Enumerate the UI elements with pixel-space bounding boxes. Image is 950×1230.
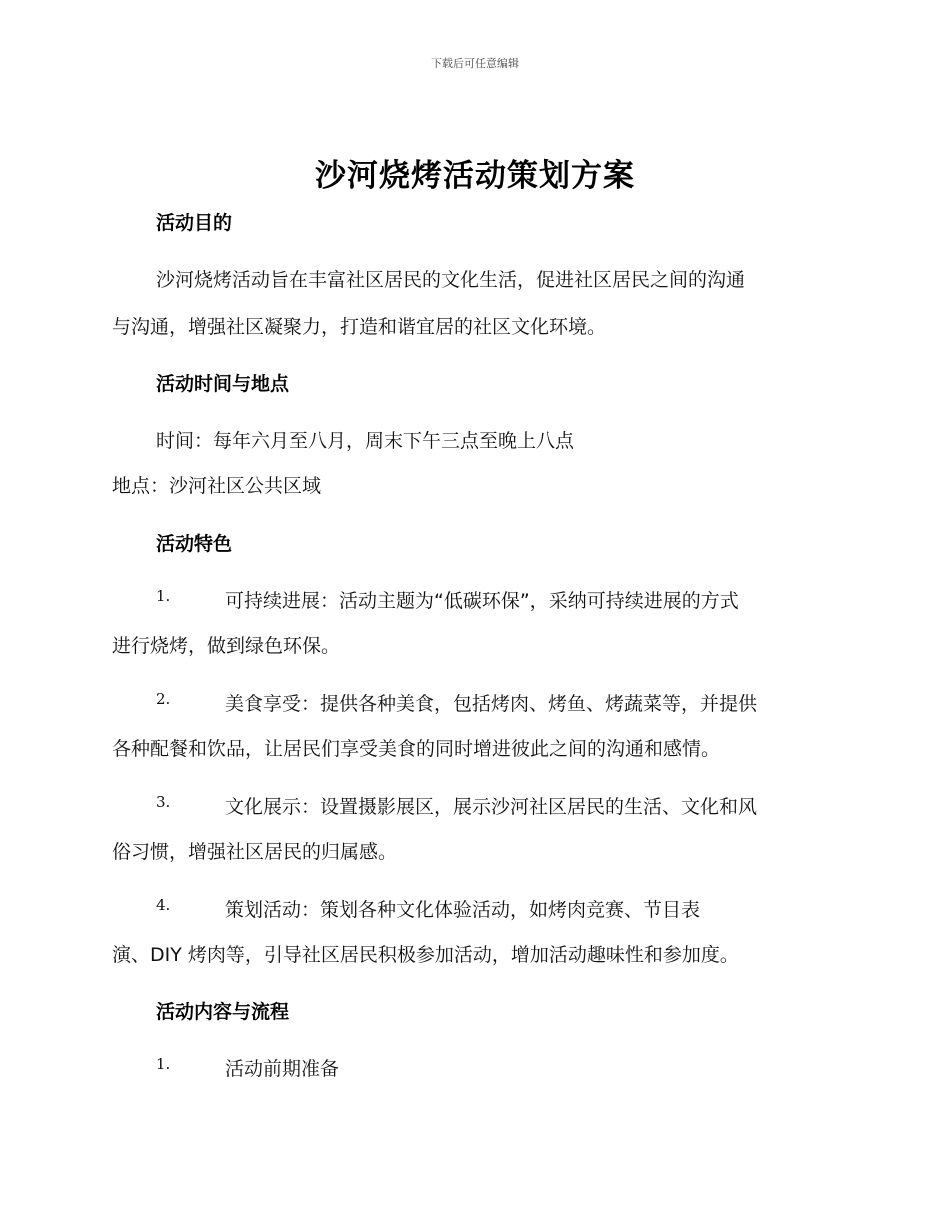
section-heading-features: 活动特色 — [156, 533, 233, 555]
list-item-number: 1. — [156, 587, 171, 605]
list-item-number: 1. — [156, 1055, 171, 1073]
time-text: 时间：每年六月至八月，周末下午三点至晚上八点 — [156, 430, 575, 452]
section-heading-content-flow: 活动内容与流程 — [156, 1001, 290, 1023]
list-item-text-line-1: 文化展示：设置摄影展区，展示沙河社区居民的生活、文化和风 — [225, 796, 758, 818]
list-item-number: 4. — [156, 896, 171, 914]
list-item-number: 2. — [156, 690, 171, 708]
list-item-number: 3. — [156, 793, 171, 811]
list-item-text-line-1: 可持续进展：活动主题为“低碳环保”，采纳可持续进展的方式 — [225, 590, 739, 612]
list-item-text-line-2: 各种配餐和饮品，让居民们享受美食的同时增进彼此之间的沟通和感情。 — [112, 738, 721, 760]
purpose-text-line-1: 沙河烧烤活动旨在丰富社区居民的文化生活，促进社区居民之间的沟通 — [156, 269, 746, 291]
list-item-text-line-2: 进行烧烤，做到绿色环保。 — [112, 635, 341, 657]
list-item-text-line-2: 俗习惯，增强社区居民的归属感。 — [112, 841, 398, 863]
section-heading-time-place: 活动时间与地点 — [156, 373, 290, 395]
purpose-text-line-2: 与沟通，增强社区凝聚力，打造和谐宜居的社区文化环境。 — [112, 316, 607, 338]
list-item-text-line-1: 活动前期准备 — [225, 1058, 340, 1080]
list-item-text-line-1: 策划活动：策划各种文化体验活动，如烤肉竞赛、节目表 — [225, 899, 701, 921]
page-title: 沙河烧烤活动策划方案 — [315, 158, 635, 194]
list-item-text-line-2: 演、DIY 烤肉等，引导社区居民积极参加活动，增加活动趣味性和参加度。 — [112, 944, 739, 966]
list-item-text-line-1: 美食享受：提供各种美食，包括烤肉、烤鱼、烤蔬菜等，并提供 — [225, 693, 758, 715]
place-text: 地点：沙河社区公共区域 — [112, 475, 322, 497]
header-note: 下载后可任意编辑 — [431, 57, 519, 70]
section-heading-purpose: 活动目的 — [156, 212, 233, 234]
